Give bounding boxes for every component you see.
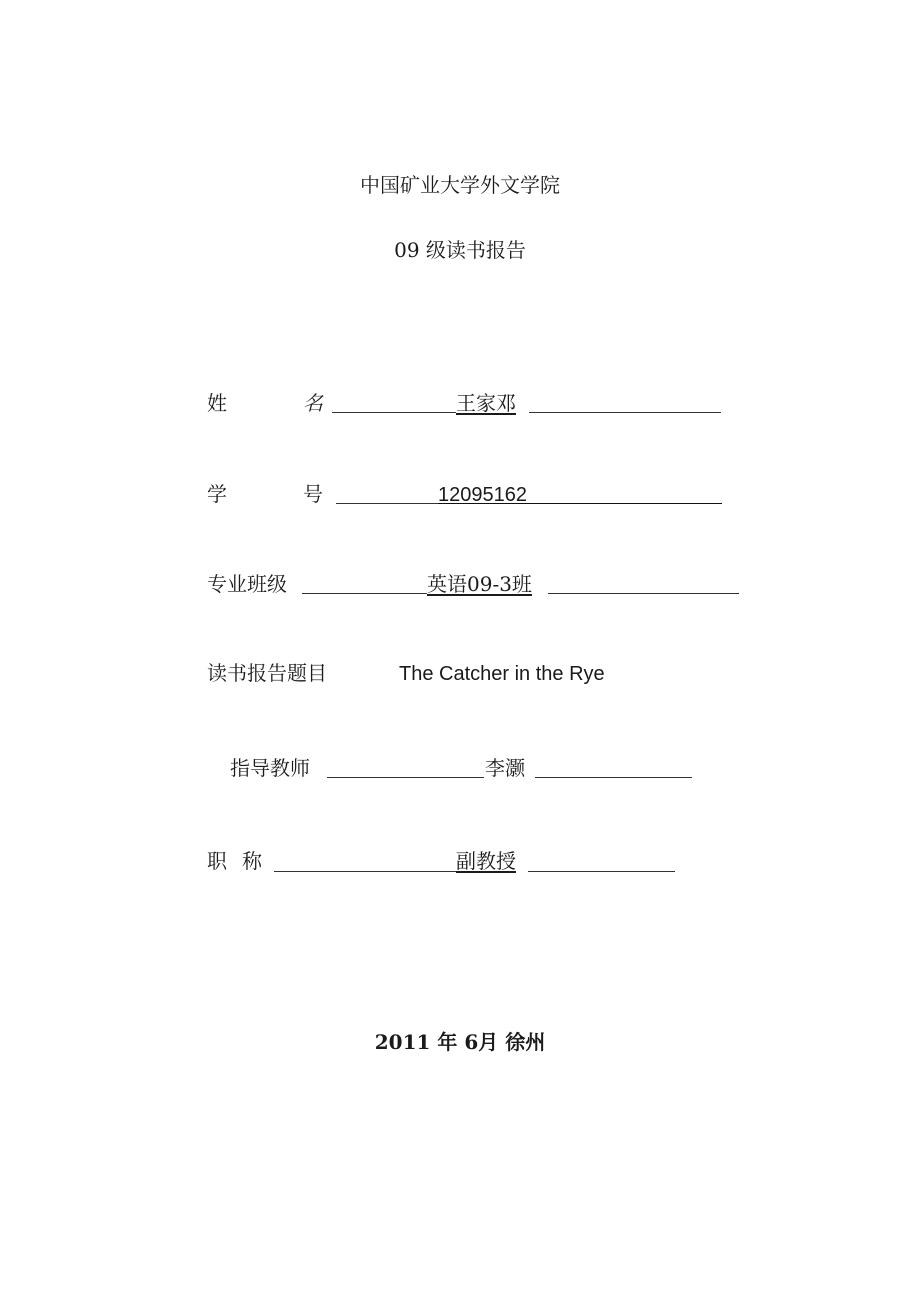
advisor-blank-left (327, 777, 484, 778)
report-title-heading: 09 级读书报告 (394, 238, 526, 262)
major-class-value: 英语09-3班 (427, 572, 532, 596)
rank-value: 副教授 (456, 849, 516, 873)
major-class-blank-right (548, 593, 739, 594)
major-class-blank-left (302, 593, 427, 594)
name-value: 王家邓 (456, 391, 516, 415)
advisor-label: 指导教师 (230, 756, 310, 780)
date-place: 2011 年 6月 徐州 (374, 1030, 546, 1054)
student-id-value: 12095162 (438, 484, 527, 506)
name-label-char2: 名 (303, 391, 323, 415)
rank-label-char2: 称 (242, 849, 262, 873)
advisor-value: 李灏 (485, 756, 525, 780)
rank-blank-right (528, 871, 675, 872)
name-blank-right (529, 412, 721, 413)
rank-label-char1: 职 (207, 849, 227, 873)
major-class-label: 专业班级 (207, 572, 287, 596)
name-blank-left (332, 412, 456, 413)
student-id-label-char2: 号 (303, 482, 323, 506)
student-id-label-char1: 学 (207, 482, 227, 506)
rank-blank-left (274, 871, 456, 872)
student-id-blank-right (438, 503, 722, 504)
advisor-blank-right (535, 777, 692, 778)
name-label-char1: 姓 (207, 391, 227, 415)
student-id-blank-left (336, 503, 438, 504)
report-title-label: 读书报告题目 (207, 661, 327, 685)
report-title-value: The Catcher in the Rye (399, 663, 605, 685)
school-name: 中国矿业大学外文学院 (360, 173, 560, 197)
